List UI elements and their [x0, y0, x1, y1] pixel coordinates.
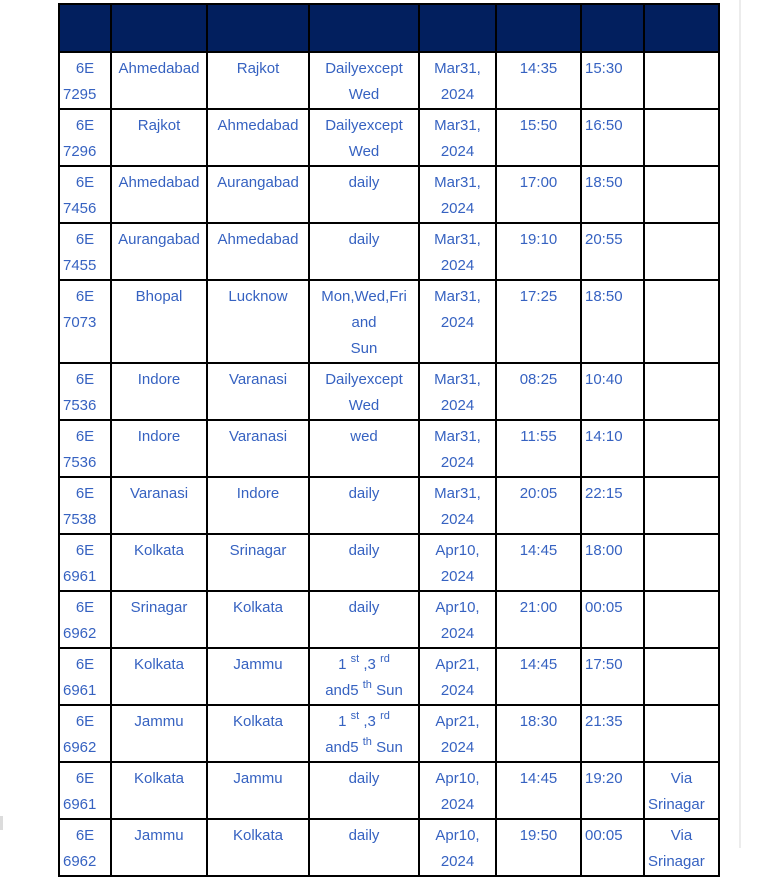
- cell-effective: [419, 648, 496, 705]
- cell-line: 19:10: [519, 231, 558, 248]
- cell-line: 2024: [440, 511, 475, 528]
- cell-frequency: [309, 166, 419, 223]
- cell-line: Ahmedabad: [118, 174, 200, 191]
- cell-line: 6E: [75, 288, 95, 305]
- cell-arrival: [581, 534, 644, 591]
- cell-destination: [207, 534, 309, 591]
- cell-departure: [496, 534, 581, 591]
- cell-line: 2024: [440, 257, 475, 274]
- cell-origin: [111, 166, 207, 223]
- cell-line: 11:55: [520, 428, 557, 445]
- cell-line: Varanasi: [129, 485, 189, 502]
- cell-line: 7538: [63, 511, 97, 528]
- cell-destination: [207, 52, 309, 109]
- table-body: [59, 52, 719, 876]
- cell-line: 6962: [63, 739, 97, 756]
- cell-arrival: [581, 166, 644, 223]
- cell-via: [644, 280, 719, 363]
- cell-line: 7073: [63, 314, 97, 331]
- cell-flight: [59, 477, 111, 534]
- cell-line: Ahmedabad: [217, 117, 299, 134]
- cell-line: Aurangabad: [217, 174, 299, 191]
- cell-line: 15:30: [585, 60, 623, 77]
- cell-line: 7456: [63, 200, 97, 217]
- cell-origin: [111, 420, 207, 477]
- cell-line: Dailyexcept: [325, 60, 403, 77]
- cell-line: Via: [670, 770, 693, 787]
- cell-destination: [207, 420, 309, 477]
- cell-via: [644, 420, 719, 477]
- cell-via: [644, 363, 719, 420]
- cell-flight: [59, 705, 111, 762]
- cell-frequency: [309, 363, 419, 420]
- cell-frequency: [309, 223, 419, 280]
- cell-line: 2024: [440, 143, 475, 160]
- cell-frequency: [309, 534, 419, 591]
- cell-line: Mar31,: [434, 174, 481, 191]
- cell-via: [644, 166, 719, 223]
- cell-line: 2024: [440, 454, 475, 471]
- cell-effective: [419, 363, 496, 420]
- cell-line: Dailyexcept: [325, 371, 403, 388]
- cell-line: 6E: [75, 656, 95, 673]
- ordinal-superscript: st: [350, 710, 360, 722]
- cell-origin: [111, 591, 207, 648]
- cell-line: 14:45: [519, 656, 558, 673]
- cell-arrival: [581, 52, 644, 109]
- cell-line: Wed: [348, 143, 380, 160]
- cell-line: 17:50: [585, 656, 623, 673]
- cell-line: 2024: [440, 739, 475, 756]
- cell-departure: [496, 280, 581, 363]
- cell-line: 18:00: [585, 542, 623, 559]
- cell-departure: [496, 648, 581, 705]
- cell-effective: [419, 223, 496, 280]
- table-row: [59, 109, 719, 166]
- cell-line: 7536: [63, 397, 97, 414]
- cell-line: Mar31,: [434, 60, 481, 77]
- cell-destination: [207, 477, 309, 534]
- cell-effective: [419, 705, 496, 762]
- cell-departure: [496, 477, 581, 534]
- cell-line: 20:05: [519, 485, 558, 502]
- cell-line: 6962: [63, 853, 97, 870]
- page-left-edge-mark: [0, 816, 3, 830]
- cell-line: Kolkata: [133, 656, 185, 673]
- cell-line: 2024: [440, 314, 475, 331]
- cell-line: 6E: [75, 542, 95, 559]
- cell-line: 7295: [63, 86, 97, 103]
- cell-flight: [59, 420, 111, 477]
- cell-destination: [207, 223, 309, 280]
- cell-line: 2024: [440, 568, 475, 585]
- cell-line: 2024: [440, 200, 475, 217]
- cell-line: Indore: [137, 428, 181, 445]
- cell-line: Lucknow: [228, 288, 288, 305]
- cell-flight: [59, 166, 111, 223]
- cell-frequency: [309, 109, 419, 166]
- cell-line: Apr10,: [435, 827, 480, 844]
- cell-line: 19:20: [585, 770, 623, 787]
- table-row: [59, 363, 719, 420]
- cell-arrival: [581, 109, 644, 166]
- table-row: [59, 420, 719, 477]
- cell-line: 6962: [63, 625, 97, 642]
- cell-origin: [111, 52, 207, 109]
- cell-line: Mar31,: [434, 288, 481, 305]
- cell-arrival: [581, 648, 644, 705]
- cell-line: Jammu: [233, 770, 283, 787]
- table-row: [59, 280, 719, 363]
- cell-flight: [59, 591, 111, 648]
- header-cell-flight: [59, 4, 111, 52]
- cell-line: 2024: [440, 796, 475, 813]
- table-row: [59, 223, 719, 280]
- cell-origin: [111, 109, 207, 166]
- cell-via: [644, 705, 719, 762]
- cell-line: 14:35: [519, 60, 558, 77]
- cell-line: 17:25: [519, 288, 558, 305]
- cell-line: 6E: [75, 428, 95, 445]
- cell-line: Mar31,: [434, 485, 481, 502]
- cell-origin: [111, 648, 207, 705]
- cell-line: and5 $^{th}$ Sun: [325, 736, 403, 756]
- cell-effective: [419, 109, 496, 166]
- header-cell-frequency: [309, 4, 419, 52]
- header-cell-arrival: [581, 4, 644, 52]
- cell-line: Kolkata: [232, 599, 284, 616]
- cell-frequency: [309, 280, 419, 363]
- header-cell-destination: [207, 4, 309, 52]
- cell-flight: [59, 223, 111, 280]
- cell-line: Ahmedabad: [118, 60, 200, 77]
- cell-effective: [419, 534, 496, 591]
- cell-line: 7455: [63, 257, 97, 274]
- table-row: [59, 762, 719, 819]
- cell-line: Jammu: [134, 827, 184, 844]
- ordinal-superscript: rd: [380, 710, 390, 722]
- cell-line: Jammu: [233, 656, 283, 673]
- cell-line: 6E: [75, 827, 95, 844]
- cell-arrival: [581, 762, 644, 819]
- cell-frequency: [309, 648, 419, 705]
- table-row: [59, 591, 719, 648]
- flight-schedule-table: [58, 3, 720, 877]
- cell-line: 10:40: [585, 371, 623, 388]
- cell-line: 6E: [75, 599, 95, 616]
- cell-line: Rajkot: [236, 60, 280, 77]
- ordinal-superscript: rd: [380, 653, 390, 665]
- cell-destination: [207, 280, 309, 363]
- cell-line: Varanasi: [228, 428, 288, 445]
- cell-destination: [207, 166, 309, 223]
- cell-departure: [496, 166, 581, 223]
- cell-line: 18:50: [585, 174, 623, 191]
- cell-departure: [496, 223, 581, 280]
- cell-line: daily: [348, 599, 380, 616]
- cell-line: Apr21,: [435, 713, 480, 730]
- cell-destination: [207, 363, 309, 420]
- cell-destination: [207, 591, 309, 648]
- cell-line: Apr21,: [435, 656, 480, 673]
- cell-line: 2024: [440, 682, 475, 699]
- header-cell-origin: [111, 4, 207, 52]
- cell-origin: [111, 762, 207, 819]
- cell-line: 14:10: [585, 428, 623, 445]
- cell-effective: [419, 166, 496, 223]
- cell-destination: [207, 762, 309, 819]
- cell-line: Ahmedabad: [217, 231, 299, 248]
- cell-arrival: [581, 420, 644, 477]
- cell-arrival: [581, 705, 644, 762]
- table-row: [59, 166, 719, 223]
- cell-origin: [111, 477, 207, 534]
- header-row: [59, 4, 719, 52]
- cell-line: 00:05: [585, 599, 623, 616]
- cell-origin: [111, 363, 207, 420]
- cell-line: 22:15: [585, 485, 623, 502]
- cell-line: 6961: [63, 682, 97, 699]
- cell-frequency: [309, 762, 419, 819]
- cell-line: 6E: [75, 713, 95, 730]
- cell-line: 1 $^{st}$ ,3 $^{rd}$: [338, 653, 390, 673]
- cell-flight: [59, 363, 111, 420]
- cell-effective: [419, 477, 496, 534]
- cell-line: Mar31,: [434, 117, 481, 134]
- cell-line: 18:50: [585, 288, 623, 305]
- cell-line: Sun: [350, 340, 378, 357]
- ordinal-superscript: th: [362, 736, 372, 748]
- table-row: [59, 705, 719, 762]
- cell-departure: [496, 363, 581, 420]
- cell-line: Aurangabad: [118, 231, 200, 248]
- cell-line: daily: [348, 485, 380, 502]
- cell-line: Srinagar: [130, 599, 188, 616]
- cell-effective: [419, 280, 496, 363]
- cell-line: Via: [670, 827, 693, 844]
- cell-flight: [59, 109, 111, 166]
- cell-line: 6E: [75, 485, 95, 502]
- cell-line: 2024: [440, 86, 475, 103]
- cell-line: 17:00: [519, 174, 558, 191]
- cell-departure: [496, 591, 581, 648]
- header-cell-departure: [496, 4, 581, 52]
- cell-line: Dailyexcept: [325, 117, 403, 134]
- cell-line: daily: [348, 770, 380, 787]
- cell-line: Rajkot: [137, 117, 181, 134]
- cell-line: daily: [348, 231, 380, 248]
- cell-line: Mar31,: [434, 428, 481, 445]
- cell-departure: [496, 52, 581, 109]
- cell-via: [644, 477, 719, 534]
- cell-line: 2024: [440, 853, 475, 870]
- cell-line: Bhopal: [135, 288, 183, 305]
- cell-origin: [111, 280, 207, 363]
- cell-line: Kolkata: [232, 713, 284, 730]
- cell-line: Srinagar: [648, 796, 705, 813]
- cell-line: 7536: [63, 454, 97, 471]
- cell-via: [644, 762, 719, 819]
- cell-line: 00:05: [585, 827, 623, 844]
- cell-arrival: [581, 223, 644, 280]
- cell-effective: [419, 52, 496, 109]
- cell-line: 6E: [75, 174, 95, 191]
- cell-flight: [59, 762, 111, 819]
- cell-frequency: [309, 420, 419, 477]
- cell-line: Varanasi: [228, 371, 288, 388]
- cell-line: daily: [348, 542, 380, 559]
- ordinal-superscript: st: [350, 653, 360, 665]
- table-row: [59, 477, 719, 534]
- cell-flight: [59, 280, 111, 363]
- cell-arrival: [581, 591, 644, 648]
- cell-line: 6E: [75, 231, 95, 248]
- table-header: [59, 4, 719, 52]
- cell-line: Apr10,: [435, 542, 480, 559]
- cell-line: Indore: [137, 371, 181, 388]
- cell-via: [644, 223, 719, 280]
- cell-line: Mar31,: [434, 371, 481, 388]
- cell-line: Srinagar: [648, 853, 705, 870]
- cell-departure: [496, 705, 581, 762]
- cell-flight: [59, 648, 111, 705]
- cell-line: 21:00: [519, 599, 558, 616]
- cell-line: 19:50: [519, 827, 558, 844]
- cell-line: 08:25: [519, 371, 558, 388]
- cell-destination: [207, 648, 309, 705]
- header-cell-via: [644, 4, 719, 52]
- cell-line: 2024: [440, 397, 475, 414]
- cell-line: Jammu: [134, 713, 184, 730]
- table-row: [59, 52, 719, 109]
- cell-effective: [419, 762, 496, 819]
- cell-line: 18:30: [519, 713, 558, 730]
- cell-line: Mon,Wed,Fri: [321, 288, 407, 305]
- cell-line: Kolkata: [133, 542, 185, 559]
- cell-origin: [111, 223, 207, 280]
- header-cell-effective: [419, 4, 496, 52]
- cell-via: [644, 648, 719, 705]
- cell-via: [644, 52, 719, 109]
- cell-line: 20:55: [585, 231, 623, 248]
- cell-line: Srinagar: [229, 542, 287, 559]
- cell-line: 15:50: [519, 117, 558, 134]
- cell-frequency: [309, 591, 419, 648]
- cell-line: Apr10,: [435, 599, 480, 616]
- cell-line: Kolkata: [232, 827, 284, 844]
- cell-departure: [496, 762, 581, 819]
- cell-line: 6961: [63, 796, 97, 813]
- cell-flight: [59, 534, 111, 591]
- cell-arrival: [581, 280, 644, 363]
- cell-destination: [207, 109, 309, 166]
- cell-frequency: [309, 705, 419, 762]
- cell-flight: [59, 52, 111, 109]
- cell-departure: [496, 109, 581, 166]
- cell-line: wed: [350, 428, 378, 445]
- cell-line: Wed: [348, 397, 380, 414]
- cell-line: 14:45: [519, 542, 558, 559]
- cell-line: 2024: [440, 625, 475, 642]
- cell-frequency: [309, 477, 419, 534]
- cell-line: 6E: [75, 60, 95, 77]
- table-row: [59, 648, 719, 705]
- cell-departure: [496, 420, 581, 477]
- page-edge-divider: [739, 0, 741, 848]
- cell-origin: [111, 534, 207, 591]
- cell-arrival: [581, 363, 644, 420]
- table-row: [59, 534, 719, 591]
- cell-line: 7296: [63, 143, 97, 160]
- cell-origin: [111, 705, 207, 762]
- cell-effective: [419, 591, 496, 648]
- cell-line: and5 $^{th}$ Sun: [325, 679, 403, 699]
- cell-line: 21:35: [585, 713, 623, 730]
- cell-arrival: [581, 477, 644, 534]
- cell-line: daily: [348, 827, 380, 844]
- cell-line: Mar31,: [434, 231, 481, 248]
- cell-line: 6E: [75, 371, 95, 388]
- cell-destination: [207, 705, 309, 762]
- cell-line: 6E: [75, 117, 95, 134]
- cell-line: Apr10,: [435, 770, 480, 787]
- cell-via: [644, 534, 719, 591]
- cell-line: Wed: [348, 86, 380, 103]
- cell-frequency: [309, 52, 419, 109]
- cell-line: daily: [348, 174, 380, 191]
- cell-line: 6E: [75, 770, 95, 787]
- cell-via: [644, 591, 719, 648]
- cell-line: Indore: [236, 485, 280, 502]
- cell-effective: [419, 420, 496, 477]
- cell-line: 6961: [63, 568, 97, 585]
- cell-line: 14:45: [519, 770, 558, 787]
- cell-line: 1 $^{st}$ ,3 $^{rd}$: [338, 710, 390, 730]
- cell-line: and: [351, 314, 377, 331]
- ordinal-superscript: th: [362, 679, 372, 691]
- cell-line: 16:50: [585, 117, 623, 134]
- cell-via: [644, 109, 719, 166]
- cell-line: Kolkata: [133, 770, 185, 787]
